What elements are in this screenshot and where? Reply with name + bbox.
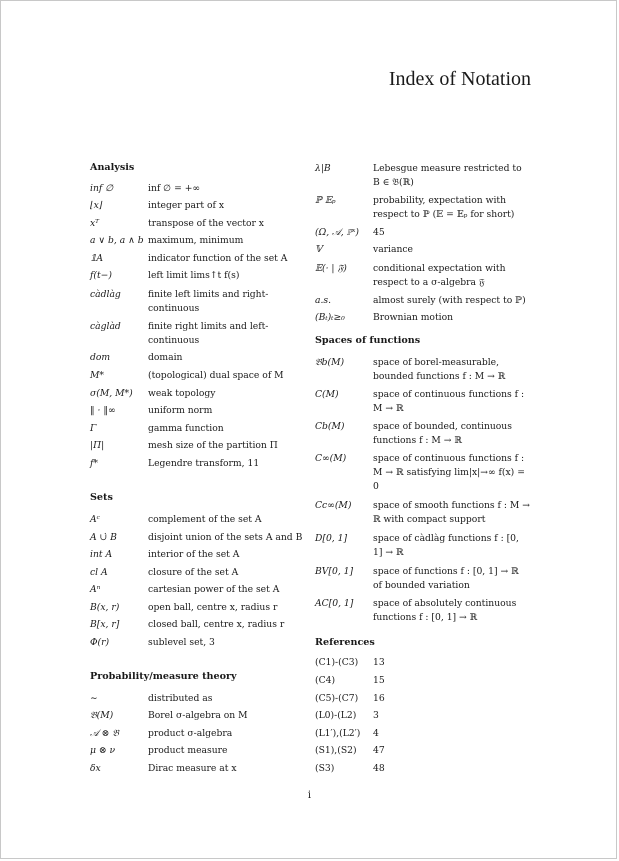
notation-symbol: càdlàg: [90, 289, 121, 300]
notation-row: [90, 199, 305, 213]
notation-row: [90, 531, 305, 545]
notation-definition: probability, expectation with respect to ℙ (𝔼 = 𝔼ₚ for short): [373, 195, 515, 220]
notation-definition: 48: [373, 763, 385, 774]
notation-symbol: ⌊x⌋: [90, 200, 103, 211]
notation-symbol: σ(M, M*): [90, 388, 133, 399]
notation-symbol: (L1′),(L2′): [315, 728, 361, 739]
notation-definition: 47: [373, 745, 385, 756]
notation-row: [90, 422, 305, 436]
notation-symbol: Aⁿ: [90, 584, 101, 595]
notation-symbol: cl A: [90, 567, 108, 578]
notation-definition: almost surely (with respect to ℙ): [373, 295, 526, 306]
notation-row: [90, 404, 305, 418]
notation-symbol: dom: [90, 352, 111, 363]
notation-symbol: Cb(M): [315, 421, 345, 432]
notation-symbol: B[x, r]: [90, 619, 120, 630]
notation-definition: open ball, centre x, radius r: [148, 602, 278, 613]
notation-symbol: (C1)-(C3): [315, 657, 359, 668]
notation-definition: maximum, minimum: [148, 235, 244, 246]
notation-definition: 45: [373, 227, 385, 238]
notation-definition: Brownian motion: [373, 312, 454, 323]
notation-definition: product measure: [148, 745, 228, 756]
notation-definition: sublevel set, 3: [148, 637, 215, 648]
notation-row: [315, 762, 530, 776]
notation-row: [90, 548, 305, 562]
notation-symbol: ∼: [90, 693, 98, 704]
notation-symbol: M*: [90, 370, 105, 381]
notation-definition: 15: [373, 675, 385, 686]
notation-definition: space of continuous functions f : M → ℝ: [373, 389, 525, 414]
notation-definition: Legendre transform, 11: [148, 458, 260, 469]
notation-symbol: D[0, 1]: [315, 533, 348, 544]
notation-definition: Lebesgue measure restricted to B ∈ 𝔅(ℝ): [373, 163, 522, 188]
notation-symbol: int A: [90, 549, 113, 560]
notation-symbol: f(t−): [90, 270, 112, 281]
notation-symbol: 𝔅b(M): [315, 357, 345, 368]
notation-row: [90, 709, 305, 723]
notation-symbol: xᵀ: [90, 218, 100, 229]
notation-symbol: Φ(r): [90, 637, 110, 648]
notation-definition: 13: [373, 657, 385, 668]
notation-row: [315, 452, 530, 494]
notation-row: [90, 387, 305, 401]
notation-row: [90, 601, 305, 615]
notation-row: [315, 294, 530, 308]
notation-definition: gamma function: [148, 423, 224, 434]
notation-definition: cartesian power of the set A: [148, 584, 280, 595]
notation-row: [315, 356, 530, 384]
notation-definition: transpose of the vector x: [148, 218, 264, 229]
notation-definition: product σ-algebra: [148, 728, 233, 739]
notation-symbol: (L0)-(L2): [315, 710, 357, 721]
page-number: i: [307, 790, 312, 801]
notation-definition: (topological) dual space of M: [148, 370, 284, 381]
notation-symbol: δx: [90, 763, 101, 774]
notation-symbol: A ∪̇ B: [90, 532, 117, 543]
notation-symbol: Cc∞(M): [315, 500, 352, 511]
notation-symbol: 𝟙A: [90, 253, 104, 264]
notation-definition: Borel σ-algebra on M: [148, 710, 248, 721]
notation-row: [90, 513, 305, 527]
notation-row: [90, 618, 305, 632]
notation-symbol: (C5)-(C7): [315, 693, 359, 704]
notation-symbol: Aᶜ: [90, 514, 100, 525]
notation-row: [315, 420, 530, 448]
notation-row: [315, 162, 530, 190]
notation-symbol: (Ω, 𝒜, ℙˣ): [315, 227, 360, 238]
notation-row: [315, 597, 530, 625]
notation-definition: left limit lims↑t f(s): [148, 270, 240, 281]
notation-row: [90, 288, 305, 316]
notation-row: [90, 182, 305, 196]
notation-row: [90, 369, 305, 383]
notation-definition: finite right limits and left-continuous: [148, 321, 269, 346]
notation-definition: disjoint union of the sets A and B: [148, 532, 303, 543]
section-heading-probability: Probability/measure theory: [90, 671, 237, 682]
notation-symbol: (Bₜ)ₜ≥₀: [315, 312, 345, 323]
notation-row: [315, 692, 530, 706]
notation-row: [90, 269, 305, 283]
notation-symbol: μ ⊗ ν: [90, 745, 116, 756]
notation-symbol: (S1),(S2): [315, 745, 357, 756]
notation-row: [315, 744, 530, 758]
notation-definition: space of càdlàg functions f : [0, 1] → ℝ: [373, 533, 519, 558]
notation-row: [315, 532, 530, 560]
notation-row: [315, 674, 530, 688]
notation-definition: space of bounded, continuous functions f : M → ℝ: [373, 421, 512, 446]
page-title: Index of Notation: [388, 68, 531, 90]
notation-definition: Dirac measure at x: [148, 763, 237, 774]
notation-row: [315, 243, 530, 257]
notation-row: [90, 252, 305, 266]
notation-definition: 4: [373, 728, 379, 739]
notation-symbol: (S3): [315, 763, 335, 774]
notation-definition: inf ∅ = +∞: [148, 183, 201, 194]
notation-row: [90, 351, 305, 365]
notation-symbol: Γ: [90, 423, 97, 434]
notation-row: [90, 583, 305, 597]
notation-symbol: λ|B: [315, 163, 331, 174]
notation-symbol: càglàd: [90, 321, 121, 332]
notation-definition: 3: [373, 710, 379, 721]
notation-definition: weak topology: [148, 388, 216, 399]
notation-row: [315, 565, 530, 593]
notation-definition: distributed as: [148, 693, 213, 704]
notation-definition: finite left limits and right-continuous: [148, 289, 269, 314]
notation-definition: space of continuous functions f : M → ℝ satisfying lim|x|→∞ f(x) = 0: [373, 453, 525, 492]
notation-symbol: |Π|: [90, 440, 105, 451]
notation-definition: conditional expectation with respect to a σ-algebra 𝔉: [373, 263, 506, 288]
notation-definition: integer part of x: [148, 200, 225, 211]
notation-symbol: C(M): [315, 389, 339, 400]
notation-definition: space of functions f : [0, 1] → ℝ of bounded variation: [373, 566, 519, 591]
notation-definition: indicator function of the set A: [148, 253, 288, 264]
notation-row: [90, 744, 305, 758]
notation-row: [315, 388, 530, 416]
notation-definition: closure of the set A: [148, 567, 239, 578]
notation-row: [90, 320, 305, 348]
notation-row: [315, 727, 530, 741]
notation-symbol: C∞(M): [315, 453, 347, 464]
notation-symbol: f*: [90, 458, 98, 469]
notation-definition: closed ball, centre x, radius r: [148, 619, 285, 630]
notation-definition: variance: [373, 244, 413, 255]
notation-symbol: ‖ · ‖∞: [90, 405, 116, 416]
notation-symbol: AC[0, 1]: [315, 598, 354, 609]
notation-row: [90, 636, 305, 650]
section-heading-references: References: [315, 637, 375, 648]
notation-symbol: B(x, r): [90, 602, 120, 613]
notation-symbol: ℙ 𝔼ₚ: [315, 195, 336, 206]
notation-symbol: a ∨ b, a ∧ b: [90, 235, 144, 246]
notation-symbol: 𝒜 ⊗ 𝔅: [90, 728, 119, 739]
notation-row: [90, 692, 305, 706]
section-heading-sets: Sets: [90, 492, 113, 503]
notation-row: [315, 311, 530, 325]
notation-definition: 16: [373, 693, 385, 704]
notation-symbol: a.s.: [315, 295, 332, 306]
notation-row: [315, 709, 530, 723]
section-heading-analysis: Analysis: [90, 162, 135, 173]
notation-row: [90, 762, 305, 776]
notation-row: [315, 499, 530, 527]
notation-symbol: BV[0, 1]: [315, 566, 354, 577]
notation-definition: mesh size of the partition Π: [148, 440, 278, 451]
notation-row: [90, 566, 305, 580]
notation-row: [90, 457, 305, 471]
notation-row: [90, 439, 305, 453]
notation-definition: interior of the set A: [148, 549, 240, 560]
notation-definition: space of smooth functions f : M → ℝ with compact support: [373, 500, 530, 525]
notation-row: [315, 262, 530, 290]
notation-definition: domain: [148, 352, 183, 363]
notation-definition: complement of the set A: [148, 514, 262, 525]
notation-row: [90, 234, 305, 248]
notation-row: [315, 194, 530, 222]
notation-row: [315, 656, 530, 670]
notation-row: [90, 217, 305, 231]
notation-symbol: 𝔅(M): [90, 710, 114, 721]
notation-symbol: (C4): [315, 675, 336, 686]
notation-definition: space of absolutely continuous functions f : [0, 1] → ℝ: [373, 598, 517, 623]
notation-definition: uniform norm: [148, 405, 213, 416]
notation-row: [315, 226, 530, 240]
notation-definition: space of borel-measurable, bounded functions f : M → ℝ: [373, 357, 506, 382]
notation-symbol: 𝕍: [315, 244, 323, 255]
section-heading-spaces: Spaces of functions: [315, 335, 421, 346]
notation-row: [90, 727, 305, 741]
notation-symbol: inf ∅: [90, 183, 114, 194]
notation-symbol: 𝔼(· | 𝔉): [315, 263, 347, 274]
